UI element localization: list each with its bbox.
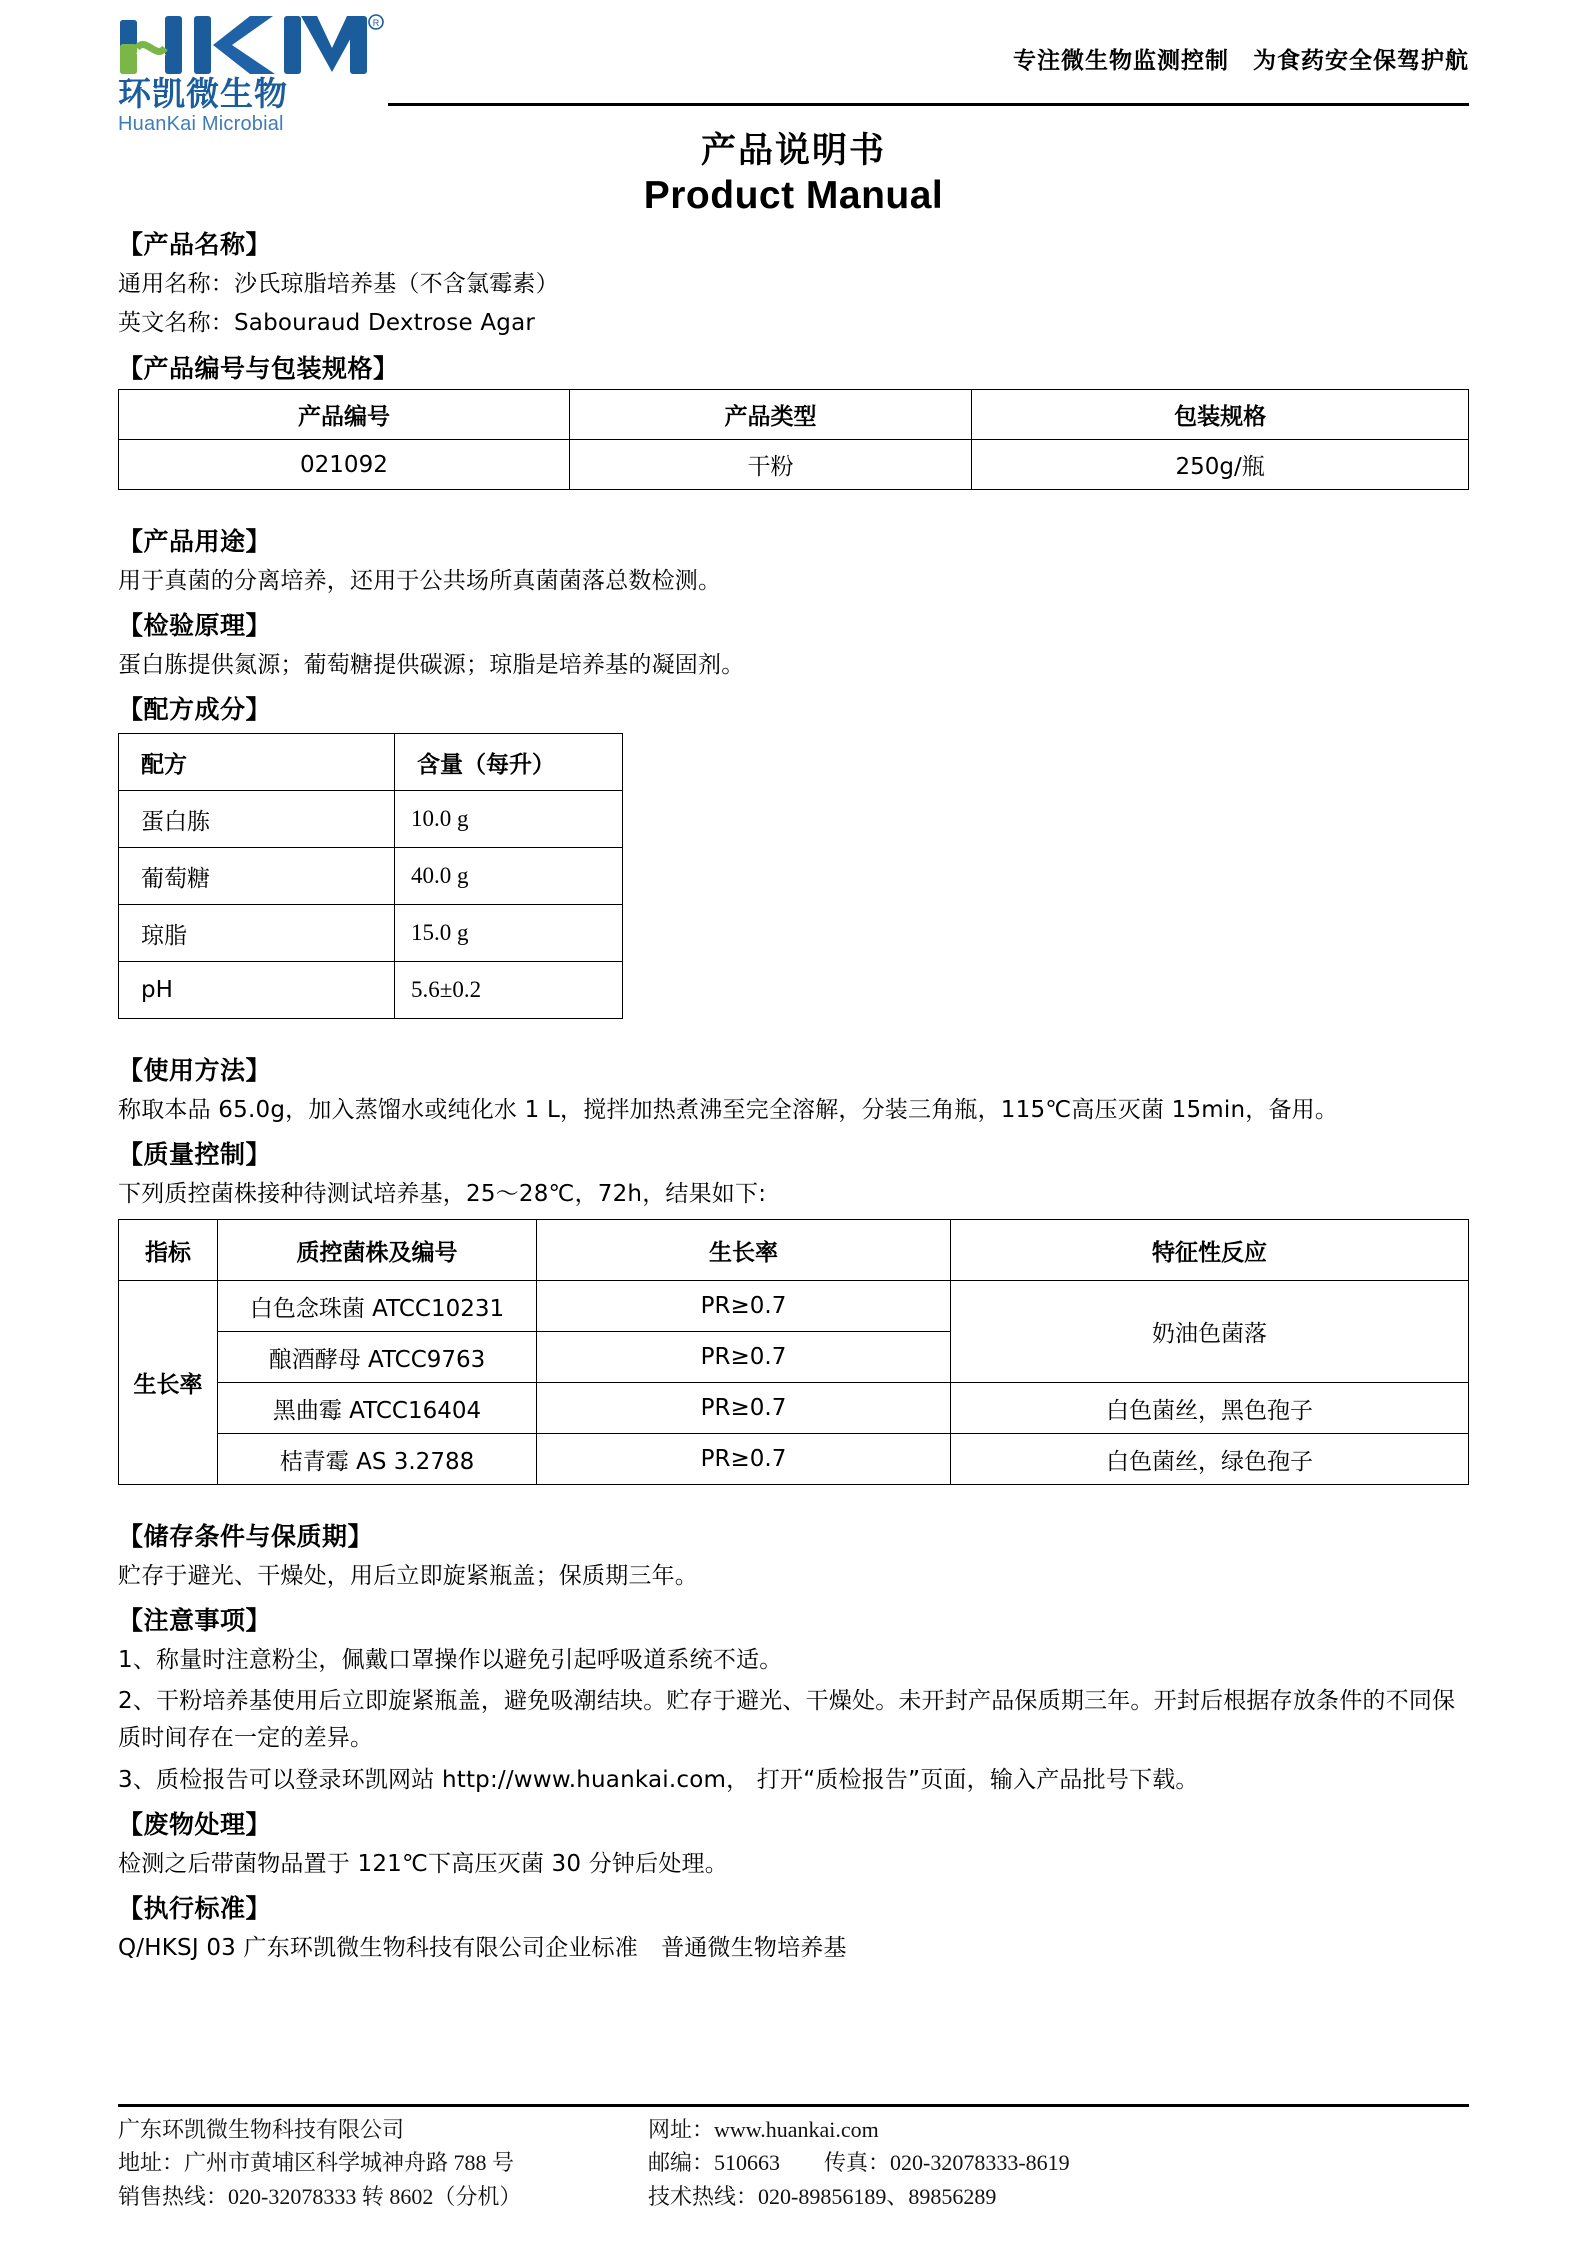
- table-row: [119, 440, 1469, 490]
- cell-amount: 15.0 g: [395, 905, 623, 962]
- cell-reaction: 奶油色菌落: [951, 1281, 1469, 1383]
- cell-product-code: 021092: [119, 440, 570, 490]
- th-product-code: 产品编号: [119, 390, 570, 440]
- svg-text:R: R: [372, 18, 380, 28]
- footer-tech-hotline: 技术热线：020-89856189、89856289: [648, 2183, 997, 2209]
- th-indicator: 指标: [119, 1220, 218, 1281]
- spacer: [118, 1019, 1469, 1045]
- page-footer: [118, 2104, 1469, 2213]
- cell-strain: 酿酒酵母 ATCC9763: [218, 1332, 537, 1383]
- header-divider: [388, 103, 1469, 106]
- section-heading-formula: 【配方成分】: [118, 695, 272, 725]
- standard-text: Q/HKSJ 03 广东环凯微生物科技有限公司企业标准 普通微生物培养基: [118, 1934, 847, 1961]
- section-heading-standard: 【执行标准】: [118, 1893, 272, 1923]
- spacer: [118, 490, 1469, 516]
- section-heading-method: 【使用方法】: [118, 1056, 272, 1086]
- note-item: 2、干粉培养基使用后立即旋紧瓶盖，避免吸潮结块。贮存于避光、干燥处。未开封产品保质期三年。开封后根据存放条件的不同保质时间存在一定的差异。: [118, 1688, 1456, 1752]
- th-product-type: 产品类型: [569, 390, 971, 440]
- method-text: 称取本品 65.0g，加入蒸馏水或纯化水 1 L，搅拌加热煮沸至完全溶解，分装三角瓶，115℃高压灭菌 15min，备用。: [118, 1096, 1339, 1123]
- hkm-logo-icon: [118, 14, 386, 76]
- packaging-table: [118, 389, 1469, 490]
- spacer: [118, 1485, 1469, 1511]
- footer-company-block: [118, 2113, 648, 2213]
- cell-reaction: 白色菌丝，绿色孢子: [951, 1434, 1469, 1485]
- waste-text: 检测之后带菌物品置于 121℃下高压灭菌 30 分钟后处理。: [118, 1850, 728, 1877]
- cell-amount: 40.0 g: [395, 848, 623, 905]
- table-row: [119, 905, 623, 962]
- table-row: [119, 848, 623, 905]
- quality-control-intro: 下列质控菌株接种待测试培养基，25～28℃，72h，结果如下:: [118, 1180, 767, 1207]
- cell-package-spec: 250g/瓶: [972, 440, 1469, 490]
- section-heading-notes: 【注意事项】: [118, 1606, 272, 1636]
- th-formula-amount: 含量（每升）: [395, 734, 623, 791]
- section-heading-storage: 【储存条件与保质期】: [118, 1522, 374, 1552]
- company-logo: [118, 14, 418, 135]
- note-item: 1、称量时注意粉尘，佩戴口罩操作以避免引起呼吸道系统不适。: [118, 1646, 783, 1673]
- logo-chinese-name: 环凯微生物: [118, 74, 288, 113]
- cell-amount: 5.6±0.2: [395, 962, 623, 1019]
- footer-company-name: 广东环凯微生物科技有限公司: [118, 2116, 405, 2142]
- cell-reaction: 白色菌丝，黑色孢子: [951, 1383, 1469, 1434]
- table-row: [119, 962, 623, 1019]
- cell-indicator: 生长率: [119, 1281, 218, 1485]
- footer-contact-block: [648, 2113, 1469, 2213]
- principle-text: 蛋白胨提供氮源；葡萄糖提供碳源；琼脂是培养基的凝固剂。: [118, 652, 745, 679]
- cell-product-type: 干粉: [569, 440, 971, 490]
- formula-table: [118, 733, 623, 1019]
- th-package-spec: 包装规格: [972, 390, 1469, 440]
- cell-growth: PR≥0.7: [537, 1281, 951, 1332]
- cell-growth: PR≥0.7: [537, 1383, 951, 1434]
- footer-website: 网址：www.huankai.com: [648, 2116, 879, 2142]
- product-common-name: 通用名称：沙氏琼脂培养基（不含氯霉素）: [118, 271, 559, 298]
- usage-text: 用于真菌的分离培养，还用于公共场所真菌菌落总数检测。: [118, 568, 722, 595]
- header-slogan: 专注微生物监测控制 为食药安全保驾护航: [1013, 48, 1469, 74]
- cell-growth: PR≥0.7: [537, 1332, 951, 1383]
- table-row: [119, 1383, 1469, 1434]
- storage-text: 贮存于避光、干燥处，用后立即旋紧瓶盖；保质期三年。: [118, 1562, 698, 1589]
- table-row: [119, 1281, 1469, 1332]
- page-title-en: Product Manual: [643, 173, 944, 217]
- th-characteristic-reaction: 特征性反应: [951, 1220, 1469, 1281]
- cell-amount: 10.0 g: [395, 791, 623, 848]
- footer-address: 地址：广州市黄埔区科学城神舟路 788 号: [118, 2150, 515, 2176]
- th-formula-component: 配方: [119, 734, 395, 791]
- section-heading-packaging: 【产品编号与包装规格】: [118, 353, 399, 383]
- section-heading-usage: 【产品用途】: [118, 527, 272, 557]
- section-heading-waste: 【废物处理】: [118, 1809, 272, 1839]
- logo-english-name: HuanKai Microbial: [118, 112, 284, 135]
- table-row: [119, 791, 623, 848]
- cell-strain: 黑曲霉 ATCC16404: [218, 1383, 537, 1434]
- table-header-row: [119, 1220, 1469, 1281]
- footer-divider: [118, 2104, 1469, 2107]
- cell-strain: 桔青霉 AS 3.2788: [218, 1434, 537, 1485]
- th-growth-rate: 生长率: [537, 1220, 951, 1281]
- product-english-name: 英文名称：Sabouraud Dextrose Agar: [118, 310, 536, 337]
- section-heading-product-name: 【产品名称】: [118, 230, 272, 260]
- cell-growth: PR≥0.7: [537, 1434, 951, 1485]
- page-header: [118, 0, 1469, 135]
- section-heading-principle: 【检验原理】: [118, 611, 272, 641]
- cell-component: pH: [119, 962, 395, 1019]
- note-item: 3、质检报告可以登录环凯网站 http://www.huankai.com， 打开“质检报告”页面，输入产品批号下载。: [118, 1766, 1199, 1793]
- table-header-row: [119, 734, 623, 791]
- cell-component: 葡萄糖: [119, 848, 395, 905]
- th-strain: 质控菌株及编号: [218, 1220, 537, 1281]
- cell-component: 蛋白胨: [119, 791, 395, 848]
- section-heading-quality-control: 【质量控制】: [118, 1140, 272, 1170]
- table-row: [119, 1434, 1469, 1485]
- table-header-row: [119, 390, 1469, 440]
- footer-sales-hotline: 销售热线：020-32078333 转 8602（分机）: [118, 2183, 522, 2209]
- footer-postcode-fax: 邮编：510663 传真：020-32078333-8619: [648, 2150, 1070, 2176]
- page-title-cn: 产品说明书: [700, 131, 886, 171]
- cell-component: 琼脂: [119, 905, 395, 962]
- cell-strain: 白色念珠菌 ATCC10231: [218, 1281, 537, 1332]
- quality-control-table: [118, 1219, 1469, 1485]
